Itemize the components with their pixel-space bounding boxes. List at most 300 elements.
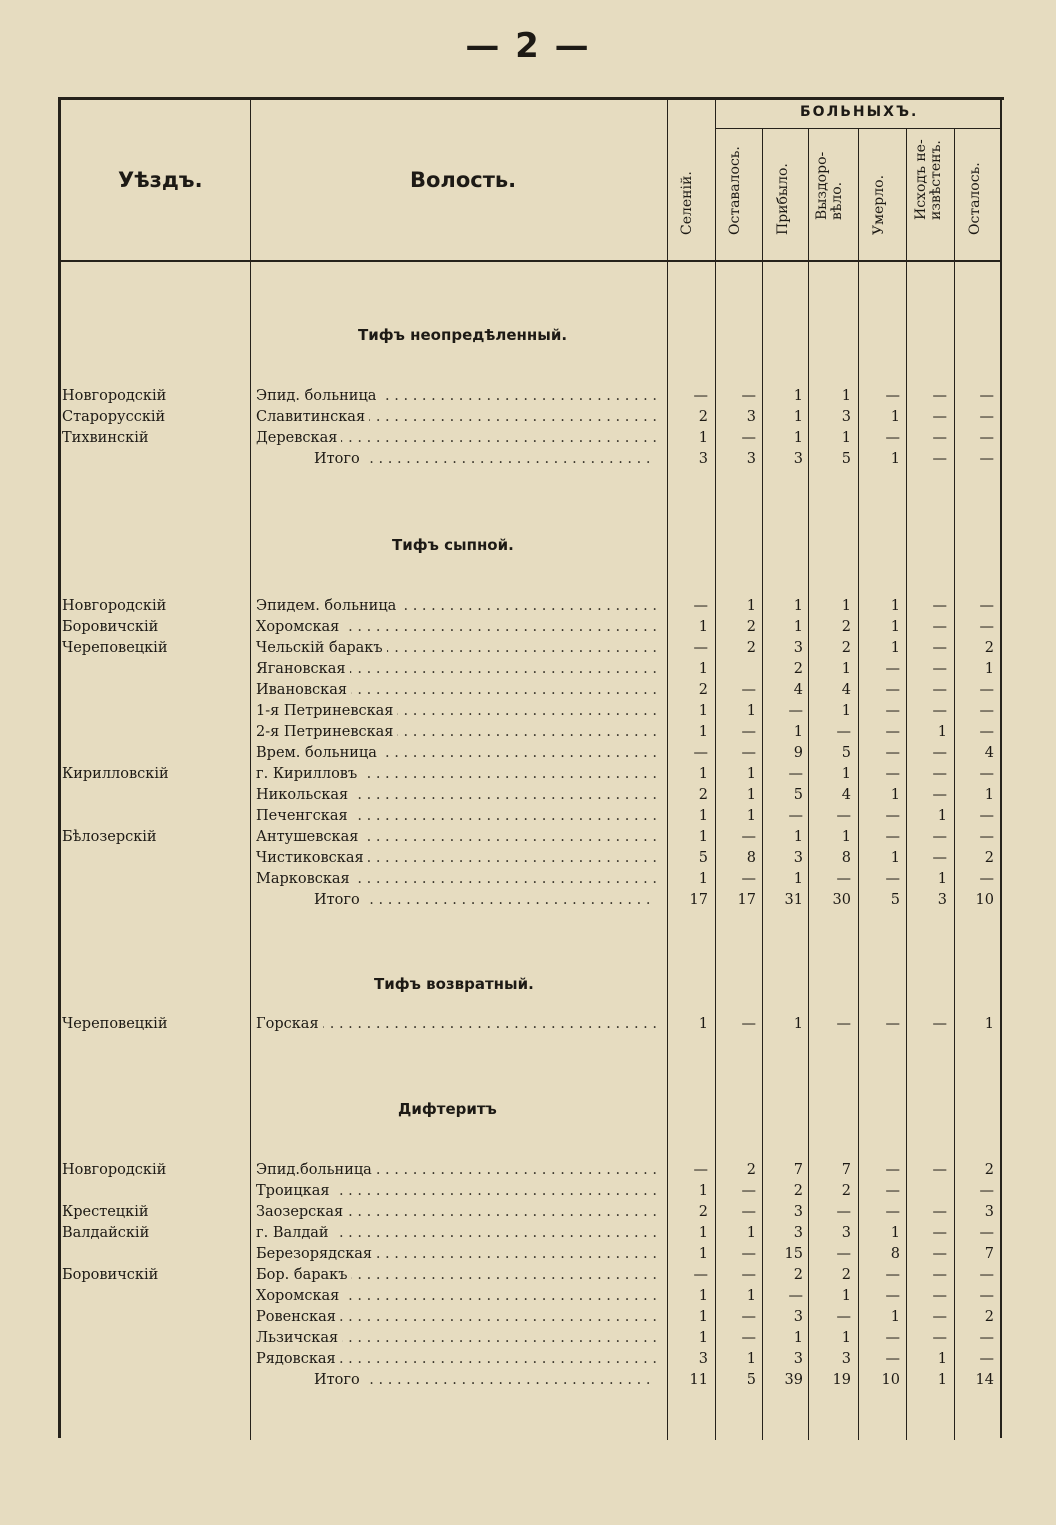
value-cell: — (979, 388, 994, 404)
value-cell: 2 (746, 619, 756, 635)
volost-cell (314, 890, 656, 911)
volost-cell (256, 1244, 656, 1265)
value-cell: — (932, 619, 947, 635)
volost-name: Горская (256, 1016, 323, 1032)
table-row (0, 1181, 1056, 1202)
value-cell: 4 (841, 787, 851, 803)
value-cell: — (836, 1016, 851, 1032)
value-cell: 1 (698, 724, 708, 740)
value-cell: 15 (784, 1246, 803, 1262)
value-cell: 3 (793, 640, 803, 656)
value-cell: 1 (890, 598, 900, 614)
value-cell: 1 (698, 1330, 708, 1346)
value-cell: — (741, 388, 756, 404)
volost-cell (256, 1328, 656, 1349)
table-row (0, 1349, 1056, 1370)
volost-name: 1-я Петриневская (256, 703, 397, 719)
table-row (0, 407, 1056, 428)
table-top-rule (58, 97, 1004, 100)
table-header-rule (60, 260, 1000, 262)
value-cell: 5 (841, 451, 851, 467)
value-cell: — (885, 1016, 900, 1032)
volost-name: Хоромская (256, 619, 343, 635)
value-cell: — (932, 598, 947, 614)
table-row (0, 827, 1056, 848)
volost-name: Марковская (256, 871, 354, 887)
value-cell: — (979, 1225, 994, 1241)
value-cell: — (741, 745, 756, 761)
value-cell: — (741, 1204, 756, 1220)
value-cell: 8 (890, 1246, 900, 1262)
table-row (0, 743, 1056, 764)
value-cell: — (932, 1267, 947, 1283)
value-cell: 1 (937, 1351, 947, 1367)
value-cell: — (741, 871, 756, 887)
value-cell: 2 (984, 1309, 994, 1325)
value-cell: 1 (746, 787, 756, 803)
uezd-name: Боровичскій (62, 1267, 159, 1283)
volost-cell (256, 1286, 656, 1307)
value-cell: 2 (793, 1267, 803, 1283)
header-group-bolnykh: БОЛЬНЫХЪ. (800, 104, 919, 120)
value-cell: 5 (746, 1372, 756, 1388)
value-cell: — (979, 871, 994, 887)
value-cell: 1 (937, 724, 947, 740)
value-cell: 1 (841, 430, 851, 446)
volost-name: Никольская (256, 787, 352, 803)
value-cell: — (932, 430, 947, 446)
value-cell: 1 (793, 388, 803, 404)
uezd-name: Новгородскій (62, 388, 167, 404)
value-cell: 1 (793, 829, 803, 845)
value-cell: 2 (793, 661, 803, 677)
section-title: Тифъ сыпной. (392, 536, 514, 554)
value-cell: — (979, 1183, 994, 1199)
value-cell: 3 (698, 451, 708, 467)
value-cell: — (979, 724, 994, 740)
value-cell: 14 (975, 1372, 994, 1388)
value-cell: 1 (793, 598, 803, 614)
volost-cell (256, 1265, 656, 1286)
value-cell: 1 (937, 808, 947, 824)
value-cell: 3 (841, 409, 851, 425)
uezd-name: Бѣлозерскій (62, 829, 157, 845)
value-cell: 3 (746, 451, 756, 467)
value-cell: 1 (793, 430, 803, 446)
table-row (0, 722, 1056, 743)
volost-cell (256, 869, 656, 890)
section-title: Дифтеритъ (398, 1100, 497, 1118)
value-cell: 1 (841, 829, 851, 845)
value-cell: — (693, 598, 708, 614)
value-cell: 9 (793, 745, 803, 761)
value-cell: 1 (984, 661, 994, 677)
table-row (0, 428, 1056, 449)
volost-name: Чистиковская (256, 850, 368, 866)
value-cell: 2 (841, 1183, 851, 1199)
value-cell: 1 (793, 409, 803, 425)
table-row-total (0, 449, 1056, 470)
value-cell: — (885, 1204, 900, 1220)
value-cell: 3 (841, 1225, 851, 1241)
value-cell: — (885, 1267, 900, 1283)
value-cell: — (932, 703, 947, 719)
value-cell: — (885, 766, 900, 782)
value-cell: 2 (841, 619, 851, 635)
value-cell: 1 (698, 1246, 708, 1262)
value-cell: 30 (832, 892, 851, 908)
value-cell: — (741, 1330, 756, 1346)
table-row (0, 1014, 1056, 1035)
value-cell: 1 (937, 871, 947, 887)
volost-cell (256, 743, 656, 764)
volost-name: Хоромская (256, 1288, 343, 1304)
value-cell: 1 (698, 766, 708, 782)
table-row (0, 386, 1056, 407)
value-cell: 1 (890, 787, 900, 803)
value-cell: — (741, 430, 756, 446)
volost-cell (256, 428, 656, 449)
value-cell: 3 (793, 451, 803, 467)
volost-name: Врем. больница (256, 745, 381, 761)
value-cell: 1 (890, 619, 900, 635)
value-cell: — (741, 1246, 756, 1262)
value-cell: — (979, 1351, 994, 1367)
value-cell: 1 (890, 1225, 900, 1241)
table-row (0, 1307, 1056, 1328)
total-label: Итого (314, 451, 364, 467)
value-cell: — (979, 808, 994, 824)
uezd-name: Боровичскій (62, 619, 159, 635)
volost-name: Бор. баракъ (256, 1267, 351, 1283)
value-cell: 10 (975, 892, 994, 908)
volost-cell (256, 596, 656, 617)
value-cell: 1 (793, 724, 803, 740)
value-cell: — (885, 661, 900, 677)
value-cell: — (932, 1225, 947, 1241)
value-cell: 1 (793, 1330, 803, 1346)
value-cell: 3 (793, 1351, 803, 1367)
value-cell: — (885, 1183, 900, 1199)
value-cell: 1 (698, 619, 708, 635)
value-cell: 1 (698, 1183, 708, 1199)
value-cell: — (979, 430, 994, 446)
section-title: Тифъ неопредѣленный. (358, 326, 568, 344)
table-row (0, 785, 1056, 806)
value-cell: 2 (698, 682, 708, 698)
value-cell: 1 (793, 619, 803, 635)
value-cell: — (932, 850, 947, 866)
value-cell: — (836, 1246, 851, 1262)
value-cell: — (885, 430, 900, 446)
value-cell: 1 (793, 871, 803, 887)
volost-name: г. Кирилловъ (256, 766, 361, 782)
value-cell: — (885, 745, 900, 761)
page-number: — 2 — (465, 26, 591, 66)
volost-name: г. Валдай (256, 1225, 333, 1241)
value-cell: 1 (698, 829, 708, 845)
value-cell: — (885, 829, 900, 845)
value-cell: — (885, 724, 900, 740)
value-cell: 1 (746, 1288, 756, 1304)
value-cell: — (979, 1288, 994, 1304)
value-cell: 17 (689, 892, 708, 908)
volost-name: Эпид. больница (256, 388, 380, 404)
value-cell: 1 (841, 703, 851, 719)
volost-name: Льзичская (256, 1330, 342, 1346)
value-cell: — (932, 1162, 947, 1178)
value-cell: — (741, 1183, 756, 1199)
value-cell: — (932, 1288, 947, 1304)
volost-cell (256, 1160, 656, 1181)
table-row (0, 1265, 1056, 1286)
value-cell: — (932, 1309, 947, 1325)
value-cell: 1 (746, 598, 756, 614)
value-cell: — (788, 1288, 803, 1304)
value-cell: 3 (937, 892, 947, 908)
volost-cell (256, 764, 656, 785)
value-cell: — (932, 682, 947, 698)
value-cell: — (932, 388, 947, 404)
volost-name: Троицкая (256, 1183, 334, 1199)
table-row (0, 1202, 1056, 1223)
value-cell: — (932, 745, 947, 761)
value-cell: 1 (890, 1309, 900, 1325)
value-cell: 1 (746, 808, 756, 824)
value-cell: 1 (698, 1309, 708, 1325)
uezd-name: Крестецкій (62, 1204, 149, 1220)
value-cell: 1 (793, 1016, 803, 1032)
value-cell: — (741, 1016, 756, 1032)
value-cell: — (932, 661, 947, 677)
volost-cell (256, 785, 656, 806)
value-cell: — (693, 640, 708, 656)
value-cell: 2 (698, 409, 708, 425)
value-cell: — (979, 409, 994, 425)
value-cell: — (836, 724, 851, 740)
value-cell: 2 (984, 850, 994, 866)
table-row (0, 1328, 1056, 1349)
value-cell: 5 (841, 745, 851, 761)
value-cell: — (741, 724, 756, 740)
value-cell: 1 (841, 388, 851, 404)
volost-cell (256, 617, 656, 638)
volost-cell (256, 1202, 656, 1223)
value-cell: — (932, 1246, 947, 1262)
value-cell: — (932, 1330, 947, 1346)
value-cell: 2 (984, 640, 994, 656)
value-cell: — (693, 745, 708, 761)
value-cell: — (932, 409, 947, 425)
table-row (0, 701, 1056, 722)
value-cell: 2 (793, 1183, 803, 1199)
value-cell: — (932, 451, 947, 467)
value-cell: — (741, 829, 756, 845)
value-cell: — (885, 871, 900, 887)
header-volost: Волость. (410, 168, 517, 192)
volost-cell (256, 722, 656, 743)
value-cell: 39 (784, 1372, 803, 1388)
value-cell: — (932, 787, 947, 803)
uezd-name: Тихвинскій (62, 430, 149, 446)
uezd-name: Новгородскій (62, 1162, 167, 1178)
value-cell: 1 (841, 598, 851, 614)
value-cell: 7 (984, 1246, 994, 1262)
value-cell: 3 (793, 1204, 803, 1220)
value-cell: — (979, 682, 994, 698)
volost-cell (256, 1014, 656, 1035)
value-cell: — (932, 640, 947, 656)
value-cell: 7 (793, 1162, 803, 1178)
value-cell: 8 (746, 850, 756, 866)
volost-cell (256, 386, 656, 407)
value-cell: 1 (746, 703, 756, 719)
value-cell: — (788, 703, 803, 719)
table-row (0, 617, 1056, 638)
volost-cell (256, 659, 656, 680)
value-cell: — (979, 598, 994, 614)
table-row-total (0, 1370, 1056, 1391)
value-cell: 3 (984, 1204, 994, 1220)
table-row (0, 680, 1056, 701)
value-cell: 1 (890, 850, 900, 866)
value-cell: — (836, 1204, 851, 1220)
value-cell: 1 (698, 703, 708, 719)
table-row (0, 1223, 1056, 1244)
volost-name: Деревская (256, 430, 341, 446)
value-cell: — (979, 703, 994, 719)
value-cell: 5 (698, 850, 708, 866)
value-cell: 1 (698, 1288, 708, 1304)
table-row (0, 596, 1056, 617)
uezd-name: Старорусскій (62, 409, 166, 425)
uezd-name: Новгородскій (62, 598, 167, 614)
value-cell: 2 (698, 1204, 708, 1220)
value-cell: — (979, 619, 994, 635)
value-cell: — (885, 1162, 900, 1178)
value-cell: 1 (746, 1225, 756, 1241)
value-cell: 31 (784, 892, 803, 908)
value-cell: 3 (746, 409, 756, 425)
value-cell: — (741, 682, 756, 698)
table-row (0, 806, 1056, 827)
value-cell: 4 (841, 682, 851, 698)
value-cell: 1 (890, 451, 900, 467)
volost-cell (256, 1349, 656, 1370)
uezd-name: Валдайскій (62, 1225, 150, 1241)
table-row (0, 869, 1056, 890)
volost-name: Ягановская (256, 661, 350, 677)
section-title: Тифъ возвратный. (374, 975, 534, 993)
volost-name: Ивановская (256, 682, 351, 698)
total-label: Итого (314, 892, 364, 908)
volost-cell (256, 701, 656, 722)
value-cell: 4 (984, 745, 994, 761)
value-cell: — (885, 1351, 900, 1367)
value-cell: 2 (698, 787, 708, 803)
value-cell: 2 (841, 640, 851, 656)
volost-cell (256, 680, 656, 701)
value-cell: 1 (841, 1288, 851, 1304)
value-cell: 19 (832, 1372, 851, 1388)
value-cell: 3 (793, 850, 803, 866)
uezd-name: Череповецкій (62, 1016, 168, 1032)
value-cell: 1 (841, 1330, 851, 1346)
header-uezd: Уѣздъ. (118, 168, 203, 192)
volost-name: Заозерская (256, 1204, 347, 1220)
value-cell: 5 (793, 787, 803, 803)
value-cell: — (979, 829, 994, 845)
table-row (0, 1286, 1056, 1307)
table-row (0, 1160, 1056, 1181)
value-cell: 1 (698, 1225, 708, 1241)
value-cell: — (885, 682, 900, 698)
volost-cell (314, 1370, 656, 1391)
value-cell: 3 (841, 1351, 851, 1367)
value-cell: — (979, 451, 994, 467)
value-cell: 8 (841, 850, 851, 866)
value-cell: 2 (746, 1162, 756, 1178)
value-cell: 1 (984, 787, 994, 803)
value-cell: 1 (698, 430, 708, 446)
volost-cell (256, 638, 656, 659)
value-cell: 1 (937, 1372, 947, 1388)
value-cell: — (885, 808, 900, 824)
value-cell: — (932, 829, 947, 845)
value-cell: 3 (698, 1351, 708, 1367)
volost-name: Печенгская (256, 808, 352, 824)
value-cell: 17 (737, 892, 756, 908)
value-cell: — (836, 871, 851, 887)
volost-name: Чельскій баракъ (256, 640, 387, 656)
value-cell: — (979, 766, 994, 782)
volost-cell (256, 806, 656, 827)
value-cell: — (741, 1309, 756, 1325)
table-row (0, 764, 1056, 785)
value-cell: 10 (881, 1372, 900, 1388)
value-cell: — (788, 766, 803, 782)
volost-name: Антушевская (256, 829, 362, 845)
value-cell: — (885, 1330, 900, 1346)
total-label: Итого (314, 1372, 364, 1388)
value-cell: 1 (841, 766, 851, 782)
volost-cell (256, 407, 656, 428)
value-cell: — (885, 703, 900, 719)
table-row (0, 848, 1056, 869)
volost-cell (256, 827, 656, 848)
value-cell: — (741, 1267, 756, 1283)
value-cell: 1 (698, 1016, 708, 1032)
value-cell: — (836, 808, 851, 824)
value-cell: 2 (984, 1162, 994, 1178)
volost-name: Славитинская (256, 409, 369, 425)
volost-name: Рядовская (256, 1351, 340, 1367)
value-cell: 1 (890, 640, 900, 656)
value-cell: 1 (698, 808, 708, 824)
value-cell: 2 (746, 640, 756, 656)
volost-name: Березорядская (256, 1246, 376, 1262)
value-cell: 4 (793, 682, 803, 698)
value-cell: — (693, 1162, 708, 1178)
table-row-total (0, 890, 1056, 911)
value-cell: 11 (689, 1372, 708, 1388)
uezd-name: Череповецкій (62, 640, 168, 656)
value-cell: — (932, 1016, 947, 1032)
uezd-name: Кирилловскій (62, 766, 169, 782)
value-cell: 5 (890, 892, 900, 908)
value-cell: 7 (841, 1162, 851, 1178)
volost-cell (256, 1307, 656, 1328)
